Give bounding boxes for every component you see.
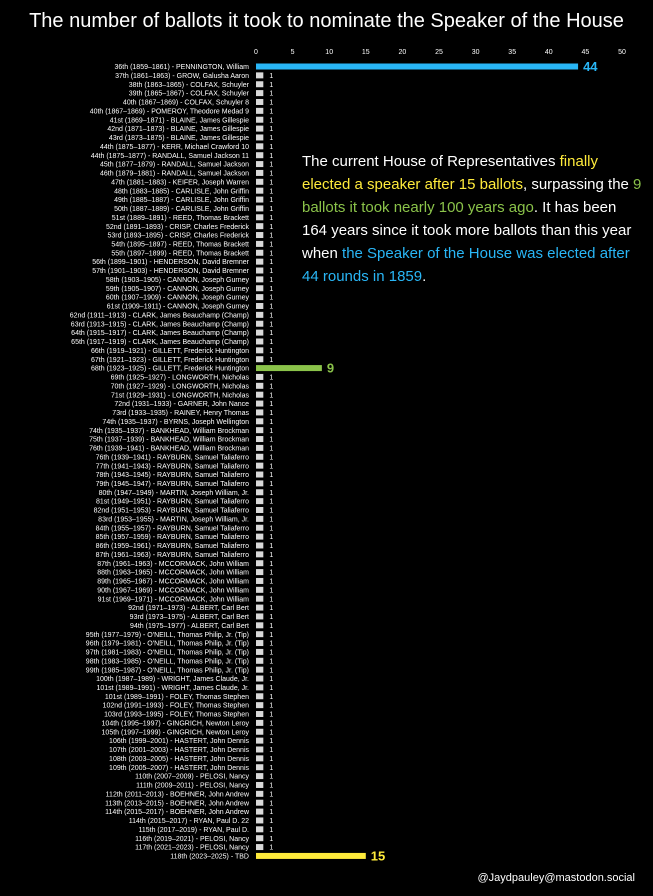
category-label: 110th (2007–2009) - PELOSI, Nancy <box>135 773 249 781</box>
category-label: 97th (1981–1983) - O'NEILL, Thomas Philip, Jr. (Tip) <box>85 649 249 657</box>
category-label: 95th (1977–1979) - O'NEILL, Thomas Philip, Jr. (Tip) <box>85 631 249 639</box>
bar <box>256 285 263 291</box>
category-labels <box>70 64 250 860</box>
category-label: 64th (1915–1917) - CLARK, James Beauchamp (Champ) <box>71 330 249 338</box>
value-label: 1 <box>269 755 274 763</box>
value-label: 1 <box>269 321 274 329</box>
value-label: 1 <box>269 649 274 657</box>
annotation-part-1: The current House of Representatives <box>302 153 560 170</box>
category-label: 86th (1959–1961) - RAYBURN, Samuel Taliaferro <box>95 543 249 551</box>
value-label: 1 <box>269 631 274 639</box>
bar <box>256 445 263 451</box>
bar <box>256 809 263 815</box>
category-label: 45th (1877–1879) - RANDALL, Samuel Jackson <box>99 161 249 169</box>
bar <box>256 436 263 442</box>
category-label: 108th (2003–2005) - HASTERT, John Dennis <box>109 755 249 763</box>
bar <box>256 99 263 105</box>
bar <box>256 197 263 203</box>
category-label: 62nd (1911–1913) - CLARK, James Beauchamp (Champ) <box>69 312 249 320</box>
bar <box>256 294 263 300</box>
category-label: 96th (1979–1981) - O'NEILL, Thomas Philip, Jr. (Tip) <box>85 640 249 648</box>
bar <box>256 241 263 247</box>
value-label: 1 <box>269 685 274 692</box>
value-label: 1 <box>269 569 274 577</box>
bar <box>256 746 263 752</box>
category-label: 46th (1879–1881) - RANDALL, Samuel Jackson <box>99 170 249 178</box>
value-label: 1 <box>269 268 274 276</box>
bar <box>256 844 263 850</box>
bar <box>256 702 263 708</box>
bar <box>256 268 263 274</box>
bar <box>256 676 263 682</box>
bar <box>256 507 263 513</box>
value-label: 1 <box>269 197 274 205</box>
value-label: 1 <box>269 622 274 630</box>
value-label: 1 <box>269 800 274 808</box>
category-label: 81st (1949–1951) - RAYBURN, Samuel Taliaferro <box>95 498 249 506</box>
value-label: 1 <box>269 826 274 834</box>
value-label: 1 <box>269 72 274 80</box>
category-label: 75th (1937–1939) - BANKHEAD, William Brockman <box>89 436 249 444</box>
value-label: 1 <box>269 463 274 471</box>
category-label: 55th (1897–1899) - REED, Thomas Brackett <box>111 250 249 258</box>
bar <box>256 472 263 478</box>
value-label: 1 <box>269 614 274 622</box>
category-label: 85th (1957–1959) - RAYBURN, Samuel Taliaferro <box>95 534 249 542</box>
x-tick-label: 10 <box>325 49 334 56</box>
value-label: 1 <box>269 791 274 799</box>
value-label: 1 <box>269 259 274 267</box>
value-label: 1 <box>269 223 274 231</box>
value-label: 1 <box>269 489 274 497</box>
category-label: 49th (1885–1887) - CARLISLE, John Griffin <box>114 197 249 205</box>
category-label: 117th (2021–2023) - PELOSI, Nancy <box>135 844 249 852</box>
category-label: 77th (1941–1943) - RAYBURN, Samuel Taliaferro <box>95 463 249 471</box>
category-label: 74th (1935–1937) - BYRNS, Joseph Wellington <box>102 418 249 426</box>
category-label: 61st (1909–1911) - CANNON, Joseph Gurney <box>106 303 249 311</box>
category-label: 43rd (1873–1875) - BLAINE, James Gillespie <box>108 135 249 143</box>
category-label: 54th (1895–1897) - REED, Thomas Brackett <box>111 241 249 249</box>
category-label: 104th (1995–1997) - GINGRICH, Newton Leroy <box>101 720 249 728</box>
category-label: 99th (1985–1987) - O'NEILL, Thomas Philip, Jr. (Tip) <box>85 667 249 675</box>
annotation-part-3: . It has been 164 years since it took more ballots than this year when <box>302 199 632 262</box>
value-label: 1 <box>269 427 274 435</box>
value-label: 1 <box>269 516 274 524</box>
category-label: 42nd (1871–1873) - BLAINE, James Gillespie <box>107 126 249 134</box>
value-label: 1 <box>269 551 274 559</box>
value-label: 1 <box>269 294 274 302</box>
bar <box>256 542 263 548</box>
value-label: 1 <box>269 454 274 462</box>
x-tick-label: 5 <box>290 49 295 56</box>
category-label: 83rd (1953–1955) - MARTIN, Joseph William, Jr. <box>98 516 249 524</box>
value-label: 1 <box>269 241 274 249</box>
value-label: 1 <box>269 773 274 781</box>
value-label: 1 <box>269 578 274 586</box>
category-label: 67th (1921–1923) - GILLETT, Frederick Huntington <box>91 356 249 364</box>
category-label: 114th (2015–2017) - BOEHNER, John Andrew <box>105 809 249 817</box>
category-label: 73rd (1933–1935) - RAINEY, Henry Thomas <box>112 410 249 418</box>
bar <box>256 188 263 194</box>
bar <box>256 835 263 841</box>
bar <box>256 605 263 611</box>
category-label: 59th (1905–1907) - CANNON, Joseph Gurney <box>105 285 249 293</box>
category-label: 72nd (1931–1933) - GARNER, John Nance <box>114 401 249 409</box>
value-label: 1 <box>269 170 274 178</box>
bar <box>256 534 263 540</box>
x-tick-label: 20 <box>398 49 407 56</box>
bar <box>256 800 263 806</box>
bar <box>256 409 263 415</box>
value-label: 1 <box>269 126 274 134</box>
bar <box>256 667 263 673</box>
value-label: 1 <box>269 161 274 169</box>
value-label: 1 <box>269 303 274 311</box>
category-label: 48th (1883–1885) - CARLISLE, John Griffin <box>114 188 249 196</box>
value-label: 1 <box>269 117 274 125</box>
bar <box>256 205 263 211</box>
category-label: 82nd (1951–1953) - RAYBURN, Samuel Taliaferro <box>93 507 249 515</box>
value-label: 1 <box>269 188 274 196</box>
value-label: 1 <box>269 383 274 391</box>
category-label: 63rd (1913–1915) - CLARK, James Beauchamp (Champ) <box>70 321 249 329</box>
bar <box>256 463 263 469</box>
value-label: 1 <box>269 312 274 320</box>
bar <box>256 134 263 140</box>
bar <box>256 259 263 265</box>
category-label: 53rd (1893–1895) - CRISP, Charles Frederick <box>107 232 249 240</box>
bar <box>256 480 263 486</box>
value-label: 9 <box>326 360 335 376</box>
category-label: 109th (2005–2007) - HASTERT, John Dennis <box>109 764 249 772</box>
value-label: 1 <box>269 250 274 258</box>
value-label: 15 <box>370 848 386 864</box>
category-label: 107th (2001–2003) - HASTERT, John Dennis <box>109 747 249 755</box>
value-label: 1 <box>269 276 274 284</box>
bar <box>256 551 263 557</box>
value-label: 1 <box>269 392 274 400</box>
bar <box>256 143 263 149</box>
category-label: 116th (2019–2021) - PELOSI, Nancy <box>135 835 249 843</box>
bar <box>256 782 263 788</box>
value-label: 1 <box>269 587 274 595</box>
value-label: 1 <box>269 206 274 214</box>
annotation-part-2: , surpassing the <box>522 176 634 193</box>
bar <box>256 90 263 96</box>
value-label: 1 <box>269 835 274 843</box>
bar <box>256 383 263 389</box>
bar <box>256 658 263 664</box>
value-label: 1 <box>269 525 274 533</box>
category-label: 41st (1869–1871) - BLAINE, James Gillespie <box>109 117 249 125</box>
category-label: 100th (1987–1989) - WRIGHT, James Claude, Jr. <box>96 676 249 684</box>
value-label: 1 <box>269 693 274 701</box>
bar <box>256 108 263 114</box>
category-label: 57th (1901–1903) - HENDERSON, David Bremner <box>92 268 249 276</box>
x-tick-label: 25 <box>435 49 443 56</box>
category-label: 36th (1859–1861) - PENNINGTON, William <box>114 64 249 72</box>
value-label: 1 <box>269 764 274 772</box>
category-label: 92nd (1971–1973) - ALBERT, Carl Bert <box>128 605 249 613</box>
category-label: 52nd (1891–1893) - CRISP, Charles Frederick <box>105 223 249 231</box>
value-label: 1 <box>269 445 274 453</box>
annotation-highlight-9-ballots: 9 ballots it took nearly 100 years ago <box>302 176 642 216</box>
category-label: 78th (1943–1945) - RAYBURN, Samuel Taliaferro <box>95 472 249 480</box>
category-label: 93rd (1973–1975) - ALBERT, Carl Bert <box>129 614 249 622</box>
value-label: 1 <box>269 214 274 222</box>
bar <box>256 64 578 70</box>
value-label: 1 <box>269 90 274 98</box>
category-label: 118th (2023–2025) - TBD <box>170 853 249 861</box>
value-label: 1 <box>269 152 274 160</box>
bar <box>256 214 263 220</box>
category-label: 50th (1887–1889) - CARLISLE, John Griffin <box>114 206 249 214</box>
bar <box>256 152 263 158</box>
bar <box>256 303 263 309</box>
value-label: 1 <box>269 143 274 151</box>
x-tick-label: 35 <box>508 49 517 56</box>
bar <box>256 587 263 593</box>
category-label: 106th (1999–2001) - HASTERT, John Dennis <box>109 738 249 746</box>
x-tick-label: 50 <box>618 49 626 56</box>
x-tick-label: 30 <box>471 49 480 56</box>
category-label: 58th (1903–1905) - CANNON, Joseph Gurney <box>105 276 249 284</box>
bar <box>256 72 263 78</box>
bar <box>256 250 263 256</box>
bar <box>256 738 263 744</box>
bar <box>256 578 263 584</box>
value-label: 1 <box>269 330 274 338</box>
value-label: 1 <box>269 232 274 240</box>
value-label: 1 <box>269 667 274 675</box>
value-label: 1 <box>269 99 274 107</box>
bar <box>256 711 263 717</box>
value-label: 1 <box>269 347 274 355</box>
category-label: 71st (1929–1931) - LONGWORTH, Nicholas <box>111 392 249 400</box>
bar <box>256 773 263 779</box>
category-label: 56th (1899–1901) - HENDERSON, David Bremner <box>92 259 249 267</box>
value-label: 1 <box>269 179 274 187</box>
value-label: 1 <box>269 81 274 89</box>
bar <box>256 826 263 832</box>
bar <box>256 161 263 167</box>
value-label: 1 <box>269 640 274 648</box>
value-label: 1 <box>269 285 274 293</box>
bar <box>256 392 263 398</box>
bar <box>256 649 263 655</box>
value-label: 1 <box>269 410 274 418</box>
value-label: 1 <box>269 702 274 710</box>
value-label: 1 <box>269 729 274 737</box>
bar <box>256 569 263 575</box>
value-label: 1 <box>269 401 274 409</box>
category-label: 76th (1939–1941) - BANKHEAD, William Brockman <box>89 445 249 453</box>
category-label: 66th (1919–1921) - GILLETT, Frederick Huntington <box>91 347 249 355</box>
bar <box>256 791 263 797</box>
bar <box>256 170 263 176</box>
bar <box>256 418 263 424</box>
value-label: 1 <box>269 543 274 551</box>
author-credit: @Jaydpauley@mastodon.social <box>477 872 635 884</box>
value-label: 1 <box>269 135 274 143</box>
category-label: 65th (1917–1919) - CLARK, James Beauchamp (Champ) <box>71 339 249 347</box>
value-label: 1 <box>269 658 274 666</box>
bar <box>256 516 263 522</box>
value-label: 1 <box>269 844 274 852</box>
annotation-highlight-44-rounds: the Speaker of the House was elected after 44 rounds in 1859 <box>302 245 630 285</box>
bar <box>256 356 263 362</box>
category-label: 98th (1983–1985) - O'NEILL, Thomas Philip, Jr. (Tip) <box>85 658 249 666</box>
value-label: 1 <box>269 747 274 755</box>
value-label: 1 <box>269 809 274 817</box>
value-label: 1 <box>269 374 274 382</box>
category-label: 103rd (1993–1995) - FOLEY, Thomas Stephen <box>104 711 249 719</box>
category-label: 38th (1863–1865) - COLFAX, Schuyler <box>128 81 249 89</box>
category-label: 105th (1997–1999) - GINGRICH, Newton Leroy <box>101 729 249 737</box>
x-axis-ticks <box>254 49 626 56</box>
category-label: 51st (1889–1891) - REED, Thomas Brackett <box>111 214 249 222</box>
value-label: 44 <box>583 59 598 74</box>
category-label: 40th (1867–1869) - COLFAX, Schuyler 8 <box>122 99 249 107</box>
category-label: 39th (1865–1867) - COLFAX, Schuyler <box>128 90 249 98</box>
value-label: 1 <box>269 560 274 568</box>
value-label: 1 <box>269 480 274 488</box>
value-label: 1 <box>269 676 274 684</box>
category-label: 44th (1875–1877) - RANDALL, Samuel Jackson 11 <box>90 152 249 160</box>
bar <box>256 596 263 602</box>
value-label: 1 <box>269 818 274 826</box>
bar <box>256 321 263 327</box>
category-label: 112th (2011–2013) - BOEHNER, John Andrew <box>105 791 249 799</box>
bar <box>256 427 263 433</box>
category-label: 87th (1961–1963) - RAYBURN, Samuel Taliaferro <box>95 551 249 559</box>
bar <box>256 179 263 185</box>
bar <box>256 223 263 229</box>
category-label: 101st (1989–1991) - FOLEY, Thomas Stephen <box>104 693 249 701</box>
annotation-part-4: . <box>422 268 427 285</box>
category-label: 37th (1861–1863) - GROW, Galusha Aaron <box>115 72 249 80</box>
category-label: 102nd (1991–1993) - FOLEY, Thomas Stephen <box>102 702 249 710</box>
value-label: 1 <box>269 418 274 426</box>
category-label: 74th (1935–1937) - BANKHEAD, William Brockman <box>89 427 249 435</box>
annotation-text <box>302 150 642 288</box>
bar <box>256 117 263 123</box>
category-label: 44th (1875–1877) - KERR, Michael Crawford 10 <box>99 143 249 151</box>
category-label: 40th (1867–1869) - POMEROY, Theodore Medad 9 <box>89 108 249 116</box>
bar <box>256 489 263 495</box>
category-label: 68th (1923–1925) - GILLETT, Frederick Huntington <box>91 365 249 373</box>
bar <box>256 764 263 770</box>
bar <box>256 755 263 761</box>
bar <box>256 693 263 699</box>
category-label: 87th (1961–1963) - MCCORMACK, John William <box>97 560 249 568</box>
category-label: 101st (1989–1991) - WRIGHT, James Claude, Jr. <box>96 685 249 692</box>
x-tick-label: 15 <box>361 49 370 56</box>
value-label: 1 <box>269 108 274 116</box>
value-label: 1 <box>269 339 274 347</box>
bar <box>256 347 263 353</box>
category-label: 115th (2017–2019) - RYAN, Paul D. <box>138 826 249 834</box>
bar <box>256 454 263 460</box>
category-label: 111th (2009–2011) - PELOSI, Nancy <box>136 782 249 790</box>
x-tick-label: 40 <box>544 49 553 56</box>
bar <box>256 365 322 371</box>
bar <box>256 232 263 238</box>
bar <box>256 622 263 628</box>
bar <box>256 338 263 344</box>
category-label: 114th (2015–2017) - RYAN, Paul D. 22 <box>128 818 249 826</box>
value-label: 1 <box>269 356 274 364</box>
bar <box>256 684 263 690</box>
value-label: 1 <box>269 472 274 480</box>
bar <box>256 330 263 336</box>
page-title: The number of ballots it took to nominate the Speaker of the House <box>29 10 624 32</box>
category-label: 79th (1945–1947) - RAYBURN, Samuel Taliaferro <box>95 480 249 488</box>
bar <box>256 401 263 407</box>
value-label: 1 <box>269 782 274 790</box>
category-label: 94th (1975–1977) - ALBERT, Carl Bert <box>130 622 249 630</box>
x-tick-label: 0 <box>254 49 258 56</box>
category-label: 47th (1881–1883) - KEIFER, Joseph Warren <box>111 179 249 187</box>
value-label: 1 <box>269 436 274 444</box>
value-label: 1 <box>269 720 274 728</box>
category-label: 113th (2013–2015) - BOEHNER, John Andrew <box>105 800 249 808</box>
bar <box>256 525 263 531</box>
value-label: 1 <box>269 738 274 746</box>
category-label: 80th (1947–1949) - MARTIN, Joseph William, Jr. <box>98 489 249 497</box>
bar <box>256 729 263 735</box>
bar <box>256 276 263 282</box>
category-label: 88th (1963–1965) - MCCORMACK, John William <box>97 569 249 577</box>
category-label: 69th (1925–1927) - LONGWORTH, Nicholas <box>110 374 249 382</box>
bar <box>256 613 263 619</box>
bar <box>256 498 263 504</box>
value-label: 1 <box>269 596 274 604</box>
value-label: 1 <box>269 498 274 506</box>
value-label: 1 <box>269 605 274 613</box>
bar <box>256 312 263 318</box>
bar <box>256 640 263 646</box>
category-label: 90th (1967–1969) - MCCORMACK, John William <box>97 587 249 595</box>
x-tick-label: 45 <box>581 49 590 56</box>
category-label: 76th (1939–1941) - RAYBURN, Samuel Taliaferro <box>95 454 249 462</box>
category-label: 89th (1965–1967) - MCCORMACK, John William <box>97 578 249 586</box>
annotation-highlight-15-ballots: finally elected a speaker after 15 ballots <box>302 153 598 193</box>
bar <box>256 720 263 726</box>
bar <box>256 817 263 823</box>
category-label: 60th (1907–1909) - CANNON, Joseph Gurney <box>105 294 249 302</box>
bar <box>256 853 366 859</box>
bar <box>256 631 263 637</box>
value-label: 1 <box>269 711 274 719</box>
category-label: 91st (1969–1971) - MCCORMACK, John William <box>97 596 249 604</box>
value-label: 1 <box>269 534 274 542</box>
bar <box>256 126 263 132</box>
value-label: 1 <box>269 507 274 515</box>
category-label: 84th (1955–1957) - RAYBURN, Samuel Taliaferro <box>95 525 249 533</box>
bar <box>256 374 263 380</box>
category-label: 70th (1927–1929) - LONGWORTH, Nicholas <box>110 383 249 391</box>
bar <box>256 560 263 566</box>
bar <box>256 81 263 87</box>
